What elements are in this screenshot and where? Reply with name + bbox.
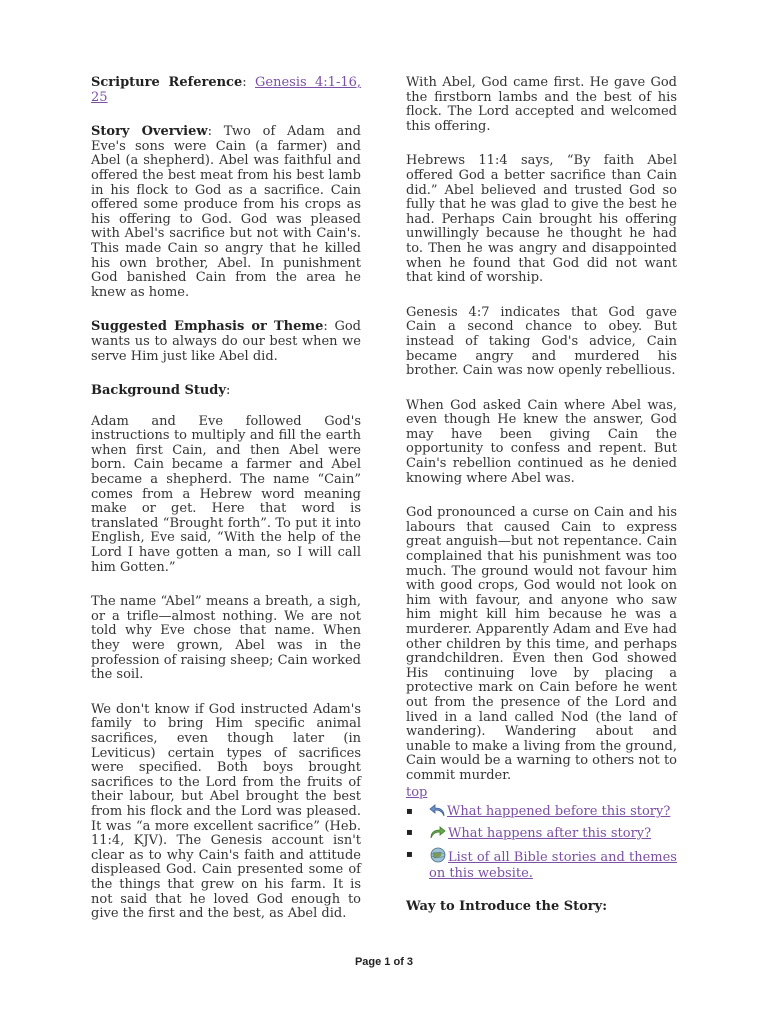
right-paragraph-5: God pronounced a curse on Cain and his labours that caused Cain to express great anguish—but not repentance. Cain complained that his punishment was too much. The ground would not favour him with good crops, God would not look on him with favour, and anyone who saw him might kill him because he was a murderer. Apparently Adam and Eve had other children by this time, and perhaps grandchildren. Even then God showed His continuing love by placing a protective mark on Cain before he went out from the presence of the Lord and lived in a land called Nod (the land of wandering). Wandering about and unable to make a living from the ground, Cain would be a warning to others not to commit murder.	[406, 505, 677, 783]
forward-arrow-icon	[429, 825, 447, 844]
back-arrow-icon	[429, 804, 446, 822]
link-item-before	[406, 804, 677, 822]
suggested-emphasis-text: : God wants us to always do our best when we serve Him just like Abel did.	[91, 319, 361, 364]
right-paragraph-2: Hebrews 11:4 says, “By faith Abel offered God a better sacrifice than Cain did.” Abel believed and trusted God so fully that he was glad to give the best he had. Perhaps Cain brought his offering unwillingly because he thought he had to. Then he was angry and disappointed when he found that God did not want that kind of worship.	[406, 153, 677, 286]
all-bible-stories-link[interactable]: List of all Bible stories and themes on this website.	[429, 849, 677, 882]
right-column	[406, 76, 677, 931]
background-paragraph-1: Adam and Eve followed God's instructions to multiply and fill the earth when first Cain, and then Abel were born. Cain became a farmer and Abel became a shepherd. The name “Cain” comes from a Hebrew word meaning make or get. Here that word is translated “Brought forth”. To put it into English, Eve said, “With the help of the Lord I have gotten a man, so I will call him Gotten.”	[91, 413, 361, 575]
scripture-reference-label: Scripture Reference	[91, 75, 243, 90]
top-link[interactable]: top	[406, 784, 428, 800]
scripture-reference-colon: :	[242, 75, 255, 90]
what-happens-after-link[interactable]: What happens after this story?	[448, 826, 652, 842]
list-bullet: ▪	[406, 806, 413, 818]
scripture-reference	[91, 76, 361, 105]
background-study-heading: Background Study:	[91, 383, 231, 399]
background-paragraph-2: The name “Abel” means a breath, a sigh, or a trifle—almost nothing. We are not told why Eve chose that name. When they were grown, Abel was in the profession of raising sheep; Cain worked the soil.	[91, 594, 361, 683]
link-item-after	[406, 825, 677, 844]
right-paragraph-1: With Abel, God came first. He gave God the firstborn lambs and the best of his flock. The Lord accepted and welcomed this offering.	[406, 75, 677, 134]
left-column	[91, 76, 361, 942]
introduce-story-heading: Way to Introduce the Story:	[406, 898, 608, 914]
what-happened-before-link[interactable]: What happened before this story?	[447, 804, 671, 820]
link-item-list	[406, 847, 677, 882]
story-links-list	[406, 804, 677, 882]
suggested-emphasis-label: Suggested Emphasis or Theme	[91, 319, 324, 335]
scripture-reference-link[interactable]: Genesis 4:1-16, 25	[91, 75, 362, 105]
story-overview-label: Story Overview	[91, 124, 208, 140]
right-paragraph-4: When God asked Cain where Abel was, even though He knew the answer, God may have been giving Cain the opportunity to confess and repent. But Cain's rebellion continued as he denied knowing where Abel was.	[406, 397, 677, 486]
right-paragraph-3: Genesis 4:7 indicates that God gave Cain a second chance to obey. But instead of taking God's advice, Cain became angry and murdered his brother. Cain was now openly rebellious.	[406, 304, 677, 379]
globe-icon	[429, 847, 447, 868]
list-bullet: ▪	[406, 848, 413, 860]
list-bullet: ▪	[406, 827, 413, 839]
suggested-emphasis	[91, 320, 361, 364]
story-overview-text: : Two of Adam and Eve's sons were Cain (a farmer) and Abel (a shepherd). Abel was faithful and offered the best meat from his best lamb in his flock to God as a sacrifice. Cain offered some produce from his crops as his offering to God. God was pleased with Abel's sacrifice but not with Cain's. This made Cain so angry that he killed his own brother, Abel. In punishment God banished Cain from the area he knew as home.	[91, 124, 361, 300]
background-paragraph-3: We don't know if God instructed Adam's family to bring Him specific animal sacrifices, even though later (in Leviticus) certain types of sacrifices were specified. Both boys brought sacrifices to the Lord from the fruits of their labour, but Abel brought the best from his flock and the Lord was pleased. It was “a more excellent sacrifice” (Heb. 11:4, KJV). The Genesis account isn't clear as to why Cain's faith and attitude displeased God. Cain presented some of the things that grew on his farm. It is not said that he loved God enough to give the first and the best, as Abel did.	[91, 701, 361, 922]
story-overview	[91, 125, 361, 300]
page-number: Page 1 of 3	[354, 956, 414, 968]
